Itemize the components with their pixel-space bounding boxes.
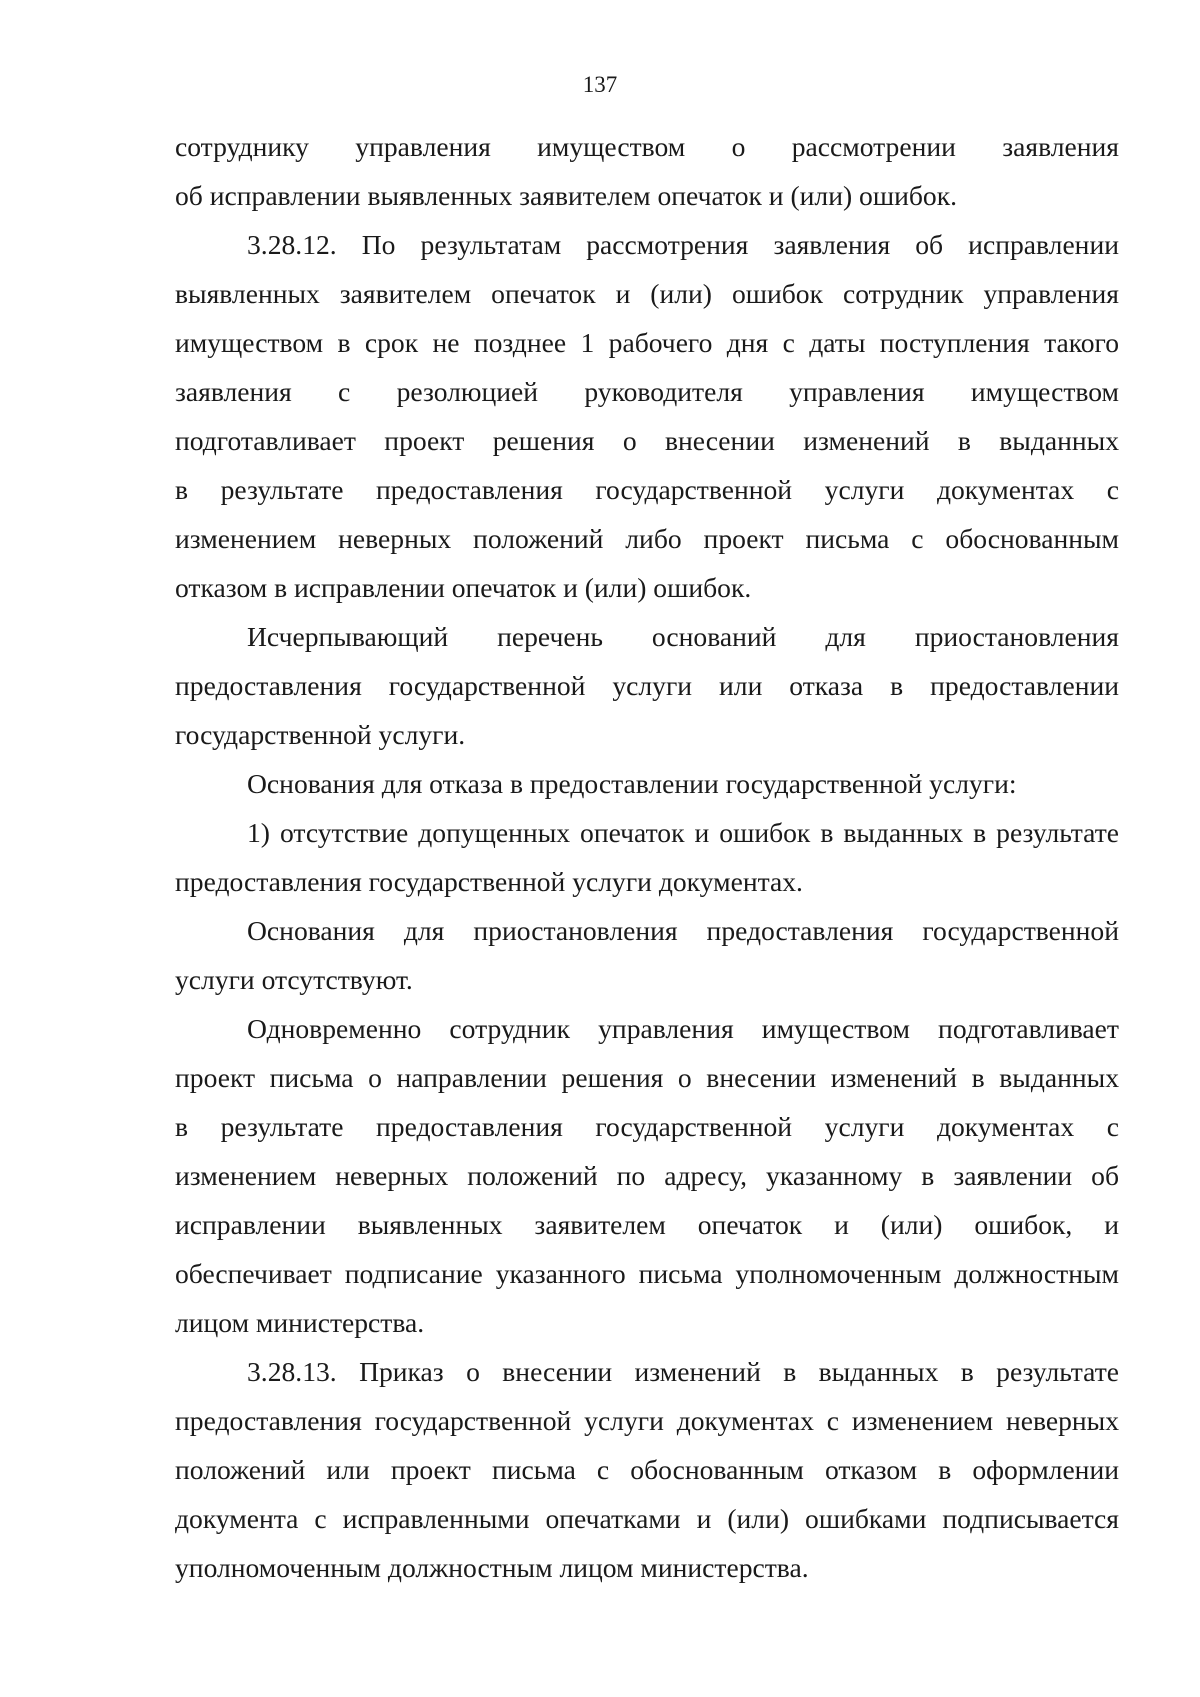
paragraph <box>175 808 1119 906</box>
paragraph <box>175 612 1119 759</box>
text-line: выявленных заявителем опечаток и (или) ошибок сотрудник управления <box>175 278 1119 309</box>
page-number: 137 <box>582 72 618 97</box>
paragraph <box>175 1347 1119 1592</box>
text-line: отказом в исправлении опечаток и (или) ошибок. <box>175 572 752 603</box>
text-line: услуги отсутствуют. <box>175 964 413 995</box>
document-body <box>175 122 1119 1592</box>
paragraph <box>175 759 1119 808</box>
text-line: заявления с резолюцией руководителя управления имуществом <box>175 376 1119 407</box>
text-line: сотруднику управления имуществом о рассмотрении заявления <box>175 131 1119 162</box>
text-line: 3.28.12. По результатам рассмотрения заявления об исправлении <box>247 229 1119 260</box>
text-line: об исправлении выявленных заявителем опечаток и (или) ошибок. <box>175 180 958 211</box>
text-line: изменением неверных положений либо проект письма с обоснованным <box>175 523 1119 554</box>
text-line: исправлении выявленных заявителем опечаток и (или) ошибок, и <box>175 1209 1119 1240</box>
text-line: в результате предоставления государственной услуги документах с <box>175 1111 1119 1142</box>
paragraph <box>175 906 1119 1004</box>
text-line: изменением неверных положений по адресу, указанному в заявлении об <box>175 1160 1119 1191</box>
text-line: 3.28.13. Приказ о внесении изменений в выданных в результате <box>247 1356 1119 1387</box>
text-line: предоставления государственной услуги или отказа в предоставлении <box>175 670 1119 701</box>
text-line: 1) отсутствие допущенных опечаток и ошибок в выданных в результате <box>247 817 1119 848</box>
text-line: государственной услуги. <box>175 719 466 750</box>
text-line: Основания для отказа в предоставлении государственной услуги: <box>247 768 1017 799</box>
text-line: в результате предоставления государственной услуги документах с <box>175 474 1119 505</box>
text-line: документа с исправленными опечатками и (или) ошибками подписывается <box>175 1503 1119 1534</box>
text-line: Исчерпывающий перечень оснований для приостановления <box>247 621 1119 652</box>
text-line: Основания для приостановления предоставления государственной <box>247 915 1119 946</box>
paragraph <box>175 1004 1119 1347</box>
text-line: Одновременно сотрудник управления имуществом подготавливает <box>247 1013 1119 1044</box>
paragraph <box>175 122 1119 220</box>
text-line: обеспечивает подписание указанного письма уполномоченным должностным <box>175 1258 1119 1289</box>
paragraph <box>175 220 1119 612</box>
text-line: подготавливает проект решения о внесении изменений в выданных <box>175 425 1119 456</box>
text-line: положений или проект письма с обоснованным отказом в оформлении <box>175 1454 1119 1485</box>
text-line: уполномоченным должностным лицом министерства. <box>175 1552 809 1583</box>
text-line: проект письма о направлении решения о внесении изменений в выданных <box>175 1062 1119 1093</box>
text-line: предоставления государственной услуги документах. <box>175 866 803 897</box>
text-line: имуществом в срок не позднее 1 рабочего дня с даты поступления такого <box>175 327 1119 358</box>
text-line: лицом министерства. <box>175 1307 425 1338</box>
text-line: предоставления государственной услуги документах с изменением неверных <box>175 1405 1119 1436</box>
